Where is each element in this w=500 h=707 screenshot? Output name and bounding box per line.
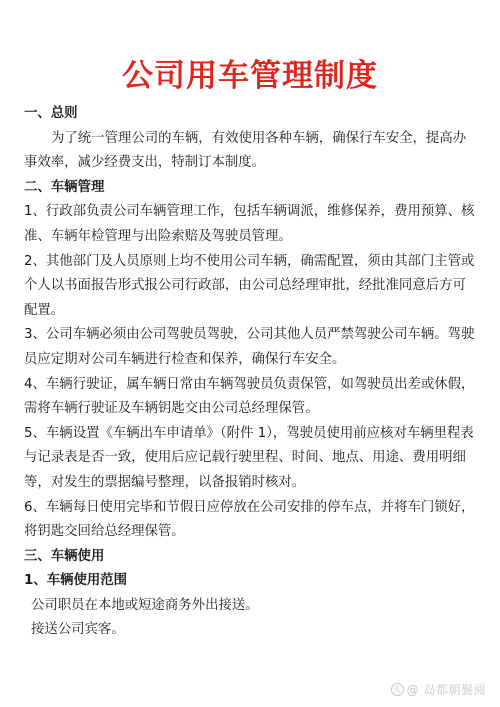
- watermark-text: @ 岛都朝鬓阅: [406, 683, 486, 697]
- document-title: 公司用车管理制度: [122, 58, 378, 94]
- clause-item: 4、车辆行驶证，属车辆日常由车辆驾驶员负责保管，如驾驶员出差或休假，需将车辆行驶证及车辆钥匙交由公司总经理保管。: [24, 376, 475, 417]
- watermark-logo-icon: 头: [391, 683, 404, 696]
- clause-item: 2、其他部门及人员原则上均不使用公司车辆，确需配置，须由其部门主管或个人以书面报告形式报公司行政部，由公司总经理审批，经批准同意后方可配置。: [24, 253, 475, 318]
- clause-item: 3、公司车辆必须由公司驾驶员驾驶，公司其他人员严禁驾驶公司车辆。驾驶员应定期对公司车辆进行检查和保养，确保行车安全。: [24, 327, 475, 367]
- section-heading-vehicle-management: 二、车辆管理: [24, 179, 105, 195]
- use-scope-item: 接送公司宾客。: [31, 622, 125, 638]
- use-scope-item: 公司职员在本地或短途商务外出接送。: [31, 597, 259, 613]
- section-text-general: 为了统一管理公司的车辆，有效使用各种车辆，确保行车安全，提高办事效率，减少经费支出，特制订本制度。: [24, 130, 467, 171]
- document-body: [24, 102, 476, 643]
- watermark: [391, 681, 486, 698]
- clause-item: 6、车辆每日使用完毕和节假日应停放在公司安排的停车点，并将车门锁好，将钥匙交回给总经理保管。: [24, 499, 475, 540]
- clause-item: 1、行政部负责公司车辆管理工作，包括车辆调派，维修保养，费用预算、核准、车辆年检管理与出险索赔及驾驶员管理。: [24, 204, 475, 244]
- section-heading-general: 一、总则: [24, 106, 78, 121]
- subsection-heading-use-scope: 1、车辆使用范围: [24, 573, 128, 589]
- clause-item: 5、车辆设置《车辆出车申请单》（附件 1），驾驶员使用前应核对车辆里程表与记录表是否一致，使用后应记载行驶里程、时间、地点、用途、费用明细等，对发生的票据编号整理，以备报销时核对。: [24, 425, 474, 490]
- section-heading-vehicle-use: 三、车辆使用: [24, 548, 105, 564]
